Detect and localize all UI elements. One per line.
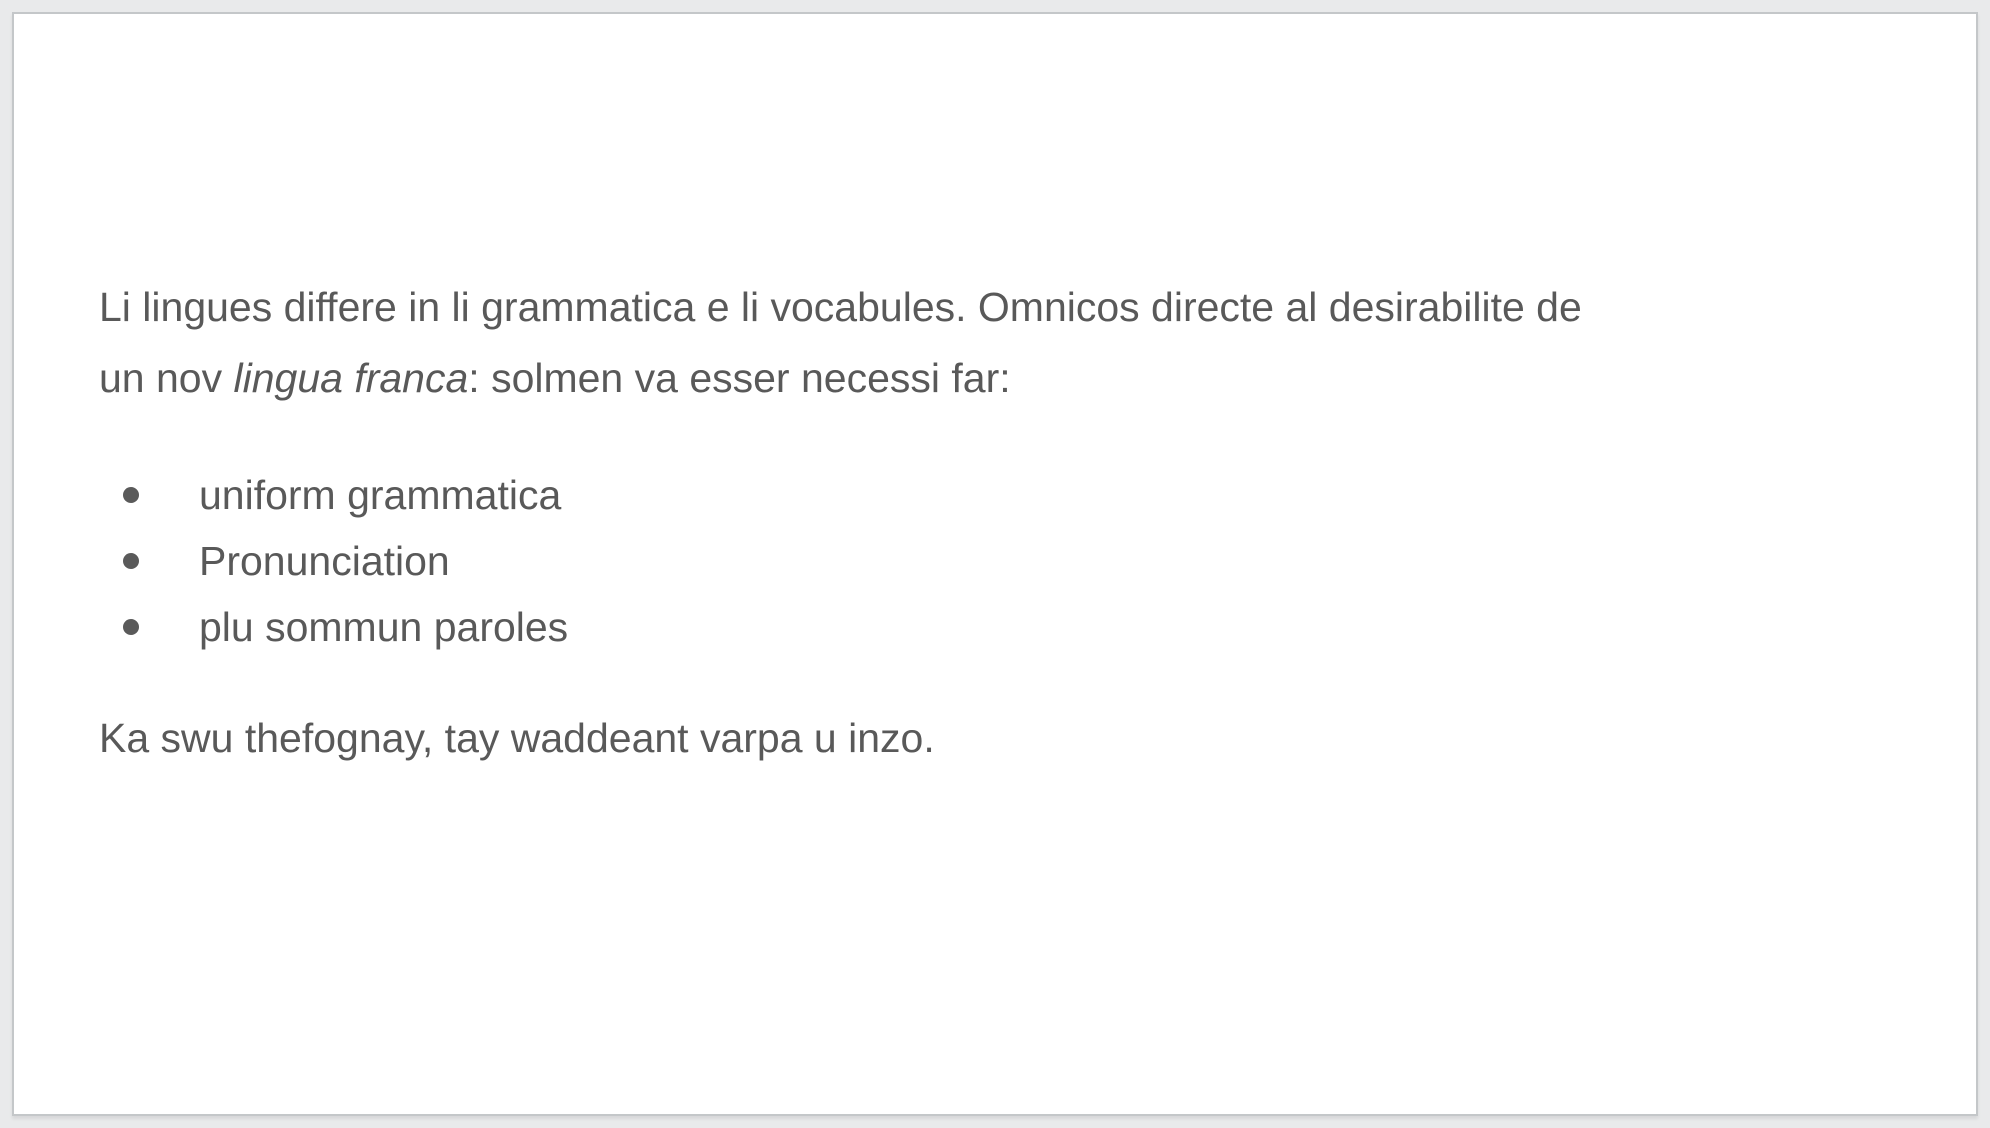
bullet-list [99,462,1919,660]
bullet-label: Pronunciation [199,538,450,584]
body-text-box[interactable] [99,272,1919,774]
intro-line-2-italic: lingua franca [233,355,469,401]
intro-line-2-pre: un nov [99,355,234,401]
closing-paragraph [99,703,1919,774]
bullet-label: uniform grammatica [199,472,562,518]
bullet-icon [123,553,139,569]
bullet-icon [123,619,139,635]
intro-line-2-post: : solmen va esser necessi far: [468,355,1011,401]
bullet-item [99,528,1919,594]
closing-text: Ka swu thefognay, tay waddeant varpa u inzo. [99,715,935,761]
intro-line-1 [99,272,1919,343]
intro-line-1-text: Li lingues differe in li grammatica e li vocabules. Omnicos directe al desirabilite de [99,284,1582,330]
bullet-icon [123,487,139,503]
intro-line-2 [99,343,1919,414]
intro-paragraph [99,272,1919,414]
bullet-item [99,462,1919,528]
bullet-label: plu sommun paroles [199,604,569,650]
slide[interactable] [12,12,1978,1116]
bullet-item [99,594,1919,660]
